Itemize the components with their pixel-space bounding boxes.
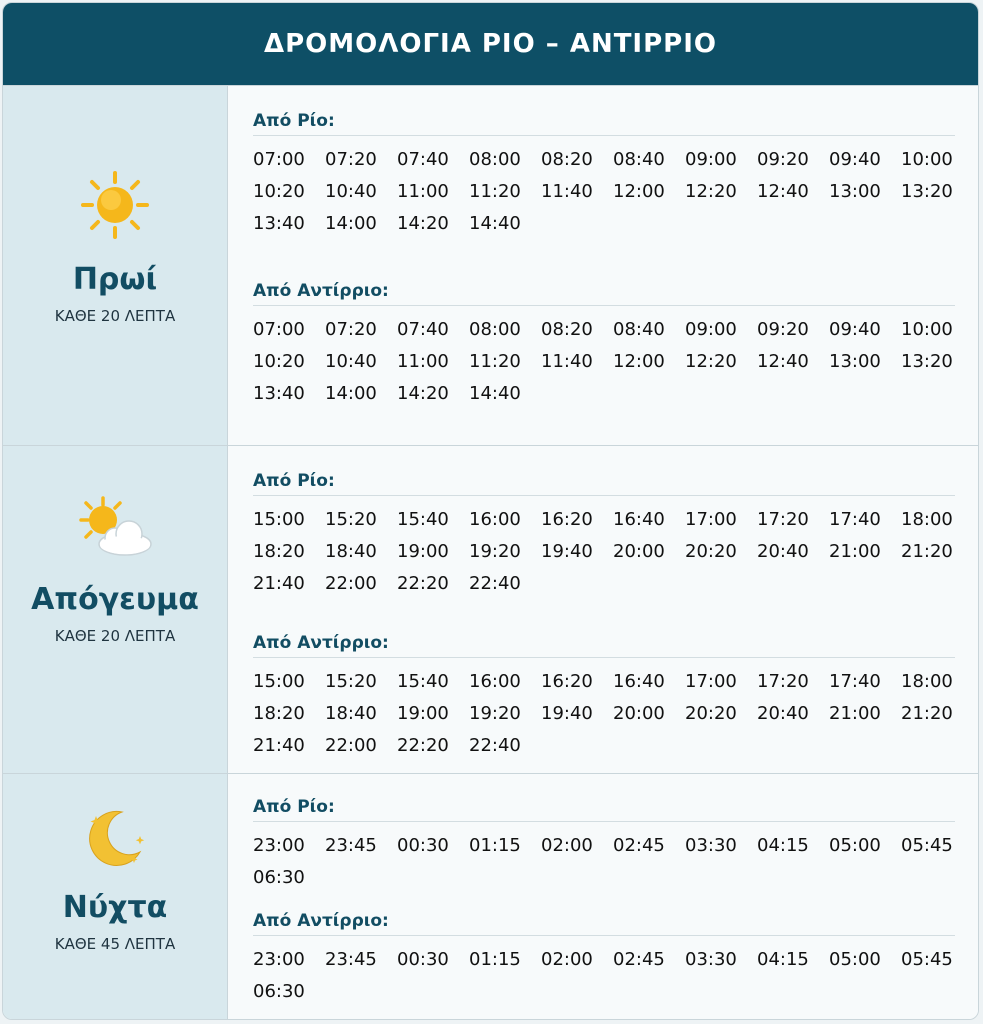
timetable-card <box>2 2 979 1020</box>
section-afternoon-name: Απόγευμα <box>31 582 199 617</box>
departure-time: 22:00 <box>325 735 377 756</box>
departure-time: 05:45 <box>901 949 953 970</box>
departure-time: 21:40 <box>253 735 305 756</box>
departure-time: 20:00 <box>613 541 665 562</box>
time-list <box>253 314 955 410</box>
departure-time: 07:40 <box>397 149 449 170</box>
departure-time: 13:00 <box>829 181 881 202</box>
section-morning <box>3 85 979 445</box>
departure-time: 08:20 <box>541 149 593 170</box>
departure-time: 19:20 <box>469 703 521 724</box>
departure-time: 18:20 <box>253 541 305 562</box>
direction-label: Από Αντίρριο: <box>253 628 955 658</box>
departure-time: 22:20 <box>397 573 449 594</box>
section-afternoon <box>3 445 979 773</box>
direction-label: Από Αντίρριο: <box>253 906 955 936</box>
departure-time: 18:40 <box>325 541 377 562</box>
departure-time: 16:40 <box>613 671 665 692</box>
departure-time: 02:45 <box>613 949 665 970</box>
departure-time: 12:40 <box>757 181 809 202</box>
departure-time: 14:00 <box>325 213 377 234</box>
departure-time: 03:30 <box>685 835 737 856</box>
direction-label: Από Ρίο: <box>253 106 955 136</box>
departure-time: 17:40 <box>829 671 881 692</box>
departure-time: 18:20 <box>253 703 305 724</box>
departure-time: 06:30 <box>253 981 305 1002</box>
departure-time: 17:00 <box>685 671 737 692</box>
afternoon-from-rio <box>253 466 955 600</box>
section-morning-frequency: ΚΑΘΕ 20 ΛΕΠΤΑ <box>54 307 176 325</box>
departure-time: 14:40 <box>469 383 521 404</box>
departure-time: 14:00 <box>325 383 377 404</box>
departure-time: 15:00 <box>253 509 305 530</box>
departure-time: 19:00 <box>397 703 449 724</box>
header-bar <box>3 3 978 85</box>
departure-time: 23:45 <box>325 835 377 856</box>
departure-time: 15:00 <box>253 671 305 692</box>
departure-time: 22:00 <box>325 573 377 594</box>
departure-time: 05:00 <box>829 835 881 856</box>
departure-time: 09:40 <box>829 319 881 340</box>
departure-time: 05:00 <box>829 949 881 970</box>
departure-time: 11:40 <box>541 351 593 372</box>
departure-time: 15:20 <box>325 671 377 692</box>
departure-time: 19:20 <box>469 541 521 562</box>
departure-time: 12:20 <box>685 351 737 372</box>
section-afternoon-times <box>228 446 979 773</box>
departure-time: 16:00 <box>469 671 521 692</box>
departure-time: 23:00 <box>253 949 305 970</box>
departure-time: 12:00 <box>613 351 665 372</box>
departure-time: 02:00 <box>541 835 593 856</box>
departure-time: 11:20 <box>469 181 521 202</box>
departure-time: 20:40 <box>757 703 809 724</box>
morning-from-antirrio <box>253 276 955 410</box>
time-list <box>253 830 955 894</box>
departure-time: 14:20 <box>397 383 449 404</box>
departure-time: 21:20 <box>901 541 953 562</box>
departure-time: 18:00 <box>901 671 953 692</box>
time-list <box>253 504 955 600</box>
departure-time: 08:20 <box>541 319 593 340</box>
departure-time: 08:00 <box>469 319 521 340</box>
departure-time: 20:20 <box>685 541 737 562</box>
departure-time: 21:40 <box>253 573 305 594</box>
morning-from-rio <box>253 106 955 240</box>
departure-time: 14:40 <box>469 213 521 234</box>
departure-time: 10:00 <box>901 319 953 340</box>
departure-time: 21:00 <box>829 541 881 562</box>
departure-time: 15:40 <box>397 671 449 692</box>
departure-time: 10:20 <box>253 181 305 202</box>
section-night-frequency: ΚΑΘΕ 45 ΛΕΠΤΑ <box>54 935 176 953</box>
departure-time: 16:00 <box>469 509 521 530</box>
moon-icon <box>82 806 148 872</box>
departure-time: 11:00 <box>397 351 449 372</box>
departure-time: 23:45 <box>325 949 377 970</box>
departure-time: 17:40 <box>829 509 881 530</box>
departure-time: 09:40 <box>829 149 881 170</box>
departure-time: 13:20 <box>901 351 953 372</box>
night-from-antirrio <box>253 906 955 1008</box>
departure-time: 03:30 <box>685 949 737 970</box>
departure-time: 10:20 <box>253 351 305 372</box>
departure-time: 17:20 <box>757 671 809 692</box>
departure-time: 09:20 <box>757 319 809 340</box>
departure-time: 17:00 <box>685 509 737 530</box>
sun-cloud-icon <box>75 496 155 562</box>
departure-time: 16:40 <box>613 509 665 530</box>
departure-time: 21:00 <box>829 703 881 724</box>
departure-time: 10:40 <box>325 351 377 372</box>
departure-time: 11:20 <box>469 351 521 372</box>
departure-time: 19:40 <box>541 703 593 724</box>
departure-time: 02:45 <box>613 835 665 856</box>
departure-time: 13:40 <box>253 213 305 234</box>
departure-time: 07:20 <box>325 319 377 340</box>
departure-time: 04:15 <box>757 949 809 970</box>
departure-time: 21:20 <box>901 703 953 724</box>
section-morning-name: Πρωί <box>72 262 158 297</box>
departure-time: 20:40 <box>757 541 809 562</box>
section-morning-times <box>228 86 979 445</box>
departure-time: 14:20 <box>397 213 449 234</box>
departure-time: 09:00 <box>685 149 737 170</box>
direction-label: Από Αντίρριο: <box>253 276 955 306</box>
departure-time: 09:20 <box>757 149 809 170</box>
section-morning-side <box>3 86 228 445</box>
departure-time: 07:00 <box>253 319 305 340</box>
afternoon-from-antirrio <box>253 628 955 762</box>
section-afternoon-side <box>3 446 228 773</box>
time-list <box>253 144 955 240</box>
departure-time: 16:20 <box>541 509 593 530</box>
page-title: ΔΡΟΜΟΛΟΓΙΑ ΡΙΟ – ΑΝΤΙΡΡΙΟ <box>263 29 717 59</box>
direction-label: Από Ρίο: <box>253 792 955 822</box>
departure-time: 15:40 <box>397 509 449 530</box>
departure-time: 07:20 <box>325 149 377 170</box>
departure-time: 02:00 <box>541 949 593 970</box>
direction-label: Από Ρίο: <box>253 466 955 496</box>
departure-time: 00:30 <box>397 835 449 856</box>
departure-time: 08:40 <box>613 319 665 340</box>
departure-time: 09:00 <box>685 319 737 340</box>
time-list <box>253 944 955 1008</box>
time-list <box>253 666 955 762</box>
departure-time: 22:40 <box>469 735 521 756</box>
departure-time: 13:40 <box>253 383 305 404</box>
departure-time: 18:40 <box>325 703 377 724</box>
departure-time: 22:40 <box>469 573 521 594</box>
section-night-side <box>3 774 228 1020</box>
sun-icon <box>80 170 150 240</box>
departure-time: 13:00 <box>829 351 881 372</box>
departure-time: 10:00 <box>901 149 953 170</box>
departure-time: 20:00 <box>613 703 665 724</box>
departure-time: 00:30 <box>397 949 449 970</box>
departure-time: 12:00 <box>613 181 665 202</box>
departure-time: 01:15 <box>469 949 521 970</box>
departure-time: 12:20 <box>685 181 737 202</box>
departure-time: 15:20 <box>325 509 377 530</box>
departure-time: 07:40 <box>397 319 449 340</box>
night-from-rio <box>253 792 955 894</box>
departure-time: 08:40 <box>613 149 665 170</box>
section-night <box>3 773 979 1020</box>
departure-time: 19:40 <box>541 541 593 562</box>
section-afternoon-frequency: ΚΑΘΕ 20 ΛΕΠΤΑ <box>54 627 176 645</box>
departure-time: 01:15 <box>469 835 521 856</box>
departure-time: 13:20 <box>901 181 953 202</box>
departure-time: 06:30 <box>253 867 305 888</box>
departure-time: 23:00 <box>253 835 305 856</box>
departure-time: 19:00 <box>397 541 449 562</box>
departure-time: 04:15 <box>757 835 809 856</box>
departure-time: 12:40 <box>757 351 809 372</box>
departure-time: 18:00 <box>901 509 953 530</box>
departure-time: 08:00 <box>469 149 521 170</box>
departure-time: 11:40 <box>541 181 593 202</box>
departure-time: 22:20 <box>397 735 449 756</box>
departure-time: 11:00 <box>397 181 449 202</box>
departure-time: 05:45 <box>901 835 953 856</box>
departure-time: 07:00 <box>253 149 305 170</box>
departure-time: 16:20 <box>541 671 593 692</box>
section-night-name: Νύχτα <box>62 890 168 925</box>
departure-time: 17:20 <box>757 509 809 530</box>
departure-time: 20:20 <box>685 703 737 724</box>
section-night-times <box>228 774 979 1020</box>
departure-time: 10:40 <box>325 181 377 202</box>
